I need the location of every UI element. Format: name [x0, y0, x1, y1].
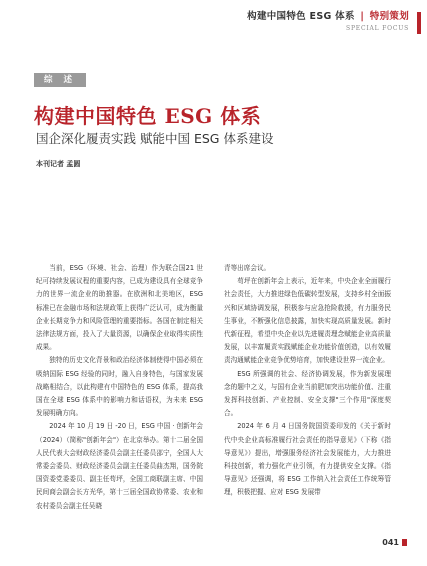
article-title: 构建中国特色 ESG 体系	[34, 104, 262, 128]
paragraph: 2024 年 6 月 4 日国务院国资委印发的《关于新时代中央企业高标准履行社会责任的指导意见》（下称《指导意见》）提出，增强服务经济社会发展能力，大力推进科技创新，着力强化产业引领，有力提供安全支撑。《指导意见》还强调，将 ESG 工作纳入社会责任工作统筹管理，积极把握、应对 ESG 发展带	[224, 422, 391, 497]
page-number-mark	[402, 539, 407, 546]
header-separator: |	[360, 11, 365, 22]
paragraph: ESG 所强调的社会、经济协调发展，作为新发展理念的题中之义，与国有企业当前肥加突出功能价值、注重发挥科技创新、产业控制、安全支撑"三个作用"深度契合。	[224, 369, 391, 418]
page-number-text: 041	[382, 538, 399, 547]
article-byline: 本刊记者 孟圆	[36, 160, 81, 168]
paragraph: 青等出席会议。	[224, 264, 271, 272]
header-subtitle: SPECIAL FOCUS	[346, 25, 409, 32]
running-header	[247, 8, 409, 32]
header-title: 构建中国特色 ESG 体系	[247, 11, 355, 22]
paragraph: 2024 年 10 月 19 日 -20 日，ESG 中国 · 创新年会（2024）（简称"创新年会"）在北京举办。第十二届全国人民代表大会财政经济委员会副主任委员邵宁，全国人大常委会委员、财政经济委员会副主任委员曲杰翔，国务院国资委党委委员、副主任苟坪，全国工商联副主席、中国民间商会副会长方光华，第十三届全国政协常委、农业和农村委员会副主任吴晓	[36, 422, 203, 510]
header-title-line	[247, 8, 409, 22]
paragraph: 当前，ESG（环境、社会、治理）作为联合国21 世纪可持续发展议程的重要内容，已成为建设具有全球竞争力的世界一流企业的助推器。在欧洲和北美地区，ESG 标准已在金融市场和法规政策上获得广泛认可，成为衡量企业长期竞争力和风险管理的重要指标。各国在制定相关法律法规方面，投入了大量资源，以确保企业取得实质性成果。	[36, 264, 203, 352]
page-number	[382, 538, 407, 547]
right-column	[224, 262, 391, 500]
header-accent-bar	[417, 12, 421, 34]
header-column: 特别策划	[369, 11, 409, 22]
article-subtitle: 国企深化履责实践 赋能中国 ESG 体系建设	[36, 131, 274, 146]
left-column	[36, 262, 203, 513]
section-label: 综 述	[34, 73, 86, 87]
paragraph: 苟坪在创新年会上表示，近年来，中央企业全面履行社会责任，大力推进绿色低碳转型发展，支持乡村全面振兴和区域协调发展，积极参与应急抢险救援，有力服务民生事业，不断强化信息披露，加快实现高质量发展。新时代新征程，希望中央企业以先进履责理念赋能企业高质量发展，以丰富履责实践赋能企业功能价值创造，以有效履责沟通赋能企业竞争优势培育，加快建设世界一流企业。	[224, 277, 391, 365]
paragraph: 独特的历史文化背景和政治经济体制使得中国必须在吸纳国际 ESG 经验的同时，融入自身特色，与国家发展战略相结合，以此构建有中国特色的 ESG 体系，提高我国在全球 ESG 体系中的影响力和话语权，为未来 ESG 发展明确方向。	[36, 356, 203, 418]
